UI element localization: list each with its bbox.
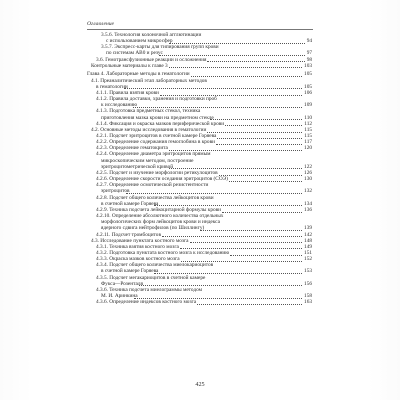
toc-page-number: 97	[306, 50, 312, 57]
toc-entry[interactable]	[87, 262, 312, 274]
toc-page-number: 149	[304, 243, 312, 250]
toc-page-number: 153	[304, 268, 312, 275]
toc-page-number: 142	[304, 231, 312, 238]
toc-page-number: 106	[304, 89, 312, 96]
toc-entry-title: 4.1. Преаналитический этап лабораторных методов	[91, 77, 207, 84]
toc-entry-title: Глава 4. Лабораторные методы в гематологии	[87, 71, 190, 78]
toc-entry-title-continuation: микроскопическим методом, построение	[101, 157, 194, 164]
toc-entry[interactable]	[87, 299, 312, 305]
toc-entry-title: 4.2.10. Определение абсолютного количества отдельных	[96, 213, 224, 220]
toc-page-number: 120	[304, 145, 312, 152]
toc-page-number: 158	[304, 293, 312, 300]
toc-entry-title-continuation: с использованием микросфер	[106, 38, 173, 45]
toc-entry-title: 4.1.4. Фиксация и окраска мазков периферической крови	[96, 120, 225, 127]
toc-entry-title-continuation: Фукса—Розенталя	[101, 280, 143, 287]
toc-entry-title-continuation: эритроцитов	[101, 188, 130, 195]
toc-dot-leader	[169, 67, 302, 68]
table-of-contents	[87, 32, 312, 305]
toc-entry-title-continuation: к исследованию	[101, 102, 138, 109]
toc-entry-title-continuation: приготовления мазка крови на предметном стекле	[101, 114, 214, 121]
toc-entry-title: 4.3.1. Техника взятия костного мозга	[96, 243, 179, 250]
toc-entry-title: 4.2.9. Техника подсчета лейкоцитарной формулы крови	[96, 206, 222, 213]
toc-page-number: 115	[304, 126, 312, 133]
toc-entry-title-continuation: эритроцитометрической кривой	[101, 163, 174, 170]
toc-entry-title: Контрольные материалы к главе 3	[91, 62, 168, 69]
toc-entry-title: 4.2.6. Определение скорости оседания эритроцитов (СОЭ)	[96, 176, 228, 183]
toc-page-number: 151	[304, 249, 312, 256]
toc-dot-leader	[197, 304, 302, 305]
toc-page-number: 94	[306, 38, 312, 45]
toc-entry[interactable]	[87, 44, 312, 56]
toc-entry[interactable]	[87, 287, 312, 299]
toc-entry-title: 4.2.2. Определение содержания гемоглобина в крови	[96, 139, 215, 146]
toc-page-number: 105	[304, 83, 312, 90]
toc-entry-title: 4.3.3. Окраска мазков костного мозга	[96, 256, 180, 263]
toc-page-number: 98	[306, 56, 312, 63]
toc-entry[interactable]	[87, 182, 312, 194]
running-head: Оглавление	[87, 21, 114, 27]
toc-page-number: 115	[304, 133, 312, 139]
toc-entry[interactable]	[87, 213, 312, 231]
toc-page-number: 139	[304, 225, 312, 232]
toc-entry-title-continuation: в счетной камере Горяева	[101, 268, 159, 275]
toc-entry-title: 3.5.6. Технология колоночной агглютинации	[101, 32, 202, 38]
toc-page-number: 112	[304, 120, 312, 127]
toc-entry[interactable]	[87, 151, 312, 169]
page-number: 425	[195, 381, 205, 388]
toc-entry[interactable]	[87, 96, 312, 108]
toc-entry[interactable]	[87, 63, 312, 69]
toc-page-number: 148	[304, 237, 312, 244]
toc-entry-title: 4.2.7. Определение осмотической резистентности	[96, 182, 209, 189]
toc-entry-title: 4.3. Исследование пунктата костного мозга	[91, 237, 189, 244]
toc-page-number: 105	[304, 71, 312, 78]
toc-entry-title: 4.2.1. Подсчет эритроцитов в счетной камере Горяева	[96, 133, 217, 139]
toc-entry-title-continuation: в счетной камере Горяева	[101, 200, 159, 207]
toc-page-number: 134	[304, 200, 312, 207]
header-rule	[87, 29, 313, 30]
toc-entry-title: 3.5.7. Экспресс-карты для типирования групп крови	[101, 44, 219, 51]
toc-page-number: 109	[304, 102, 312, 109]
toc-page-number: 110	[304, 114, 312, 121]
toc-page-number: 132	[304, 188, 312, 195]
toc-entry-title-continuation: по системам АВ0 и резус	[106, 50, 163, 57]
toc-entry-title: 4.2.11. Подсчет тромбоцитов	[96, 231, 161, 238]
toc-entry-title: 4.1.3. Подготовка предметных стекол, техника	[96, 108, 201, 115]
toc-entry-title: 4.2.8. Подсчет общего количества лейкоцитов крови	[96, 194, 214, 201]
toc-page-number: 156	[304, 280, 312, 287]
toc-entry[interactable]	[87, 32, 312, 44]
toc-entry-title: 4.3.6. Техника подсчета миелограммы методом	[96, 286, 203, 293]
toc-entry-title: 3.6. Гемотрансфузионные реакции и осложнения	[96, 56, 207, 63]
toc-entry-title-continuation: М. И. Аринкина	[101, 293, 138, 300]
toc-page-number: 130	[304, 176, 312, 183]
toc-entry-title: 4.2.4. Определение диаметра эритроцитов прямым	[96, 151, 211, 158]
toc-entry-title-continuation: ядерного сдвига нейтрофилов (по Шиллингу)	[101, 225, 205, 232]
toc-page-number: 122	[304, 163, 312, 170]
toc-page-number: 103	[304, 62, 312, 69]
toc-entry[interactable]	[87, 108, 312, 120]
toc-entry-title: 4.2.3. Определение гематокрита	[96, 145, 168, 152]
toc-page-number: 136	[304, 206, 312, 213]
toc-entry[interactable]	[87, 275, 312, 287]
toc-page-number: 163	[304, 299, 312, 306]
toc-entry-title: 4.1.1. Правила взятия крови	[96, 89, 159, 96]
toc-entry-title: 4.1.2. Правила доставки, хранения и подготовки проб	[96, 96, 217, 103]
toc-entry-title: 4.2.5. Подсчет и изучение морфологии ретикулоцитов	[96, 169, 218, 176]
toc-entry-title: 4.3.2. Подготовка пунктата костного мозга к исследованию	[96, 249, 230, 256]
toc-entry-title: 4.3.6. Определение индексов костного мозга	[96, 299, 197, 306]
toc-page-number: 152	[304, 256, 312, 263]
toc-page-number: 126	[304, 169, 312, 176]
toc-entry-title: 4.2. Основные методы исследования в гематологии	[91, 126, 207, 133]
toc-entry-title: 4.3.5. Подсчет мегакариоцитов в счетной камере	[96, 274, 206, 281]
toc-entry-title: 4.3.4. Подсчет общего количества миелокариоцитов	[96, 262, 214, 269]
toc-entry[interactable]	[87, 78, 312, 90]
toc-entry-title-continuation: морфологических форм лейкоцитов крови и индекса	[101, 219, 220, 226]
toc-entry-title-continuation: в гематологии	[96, 83, 128, 90]
toc-entry[interactable]	[87, 195, 312, 207]
toc-page-number: 117	[304, 139, 312, 146]
